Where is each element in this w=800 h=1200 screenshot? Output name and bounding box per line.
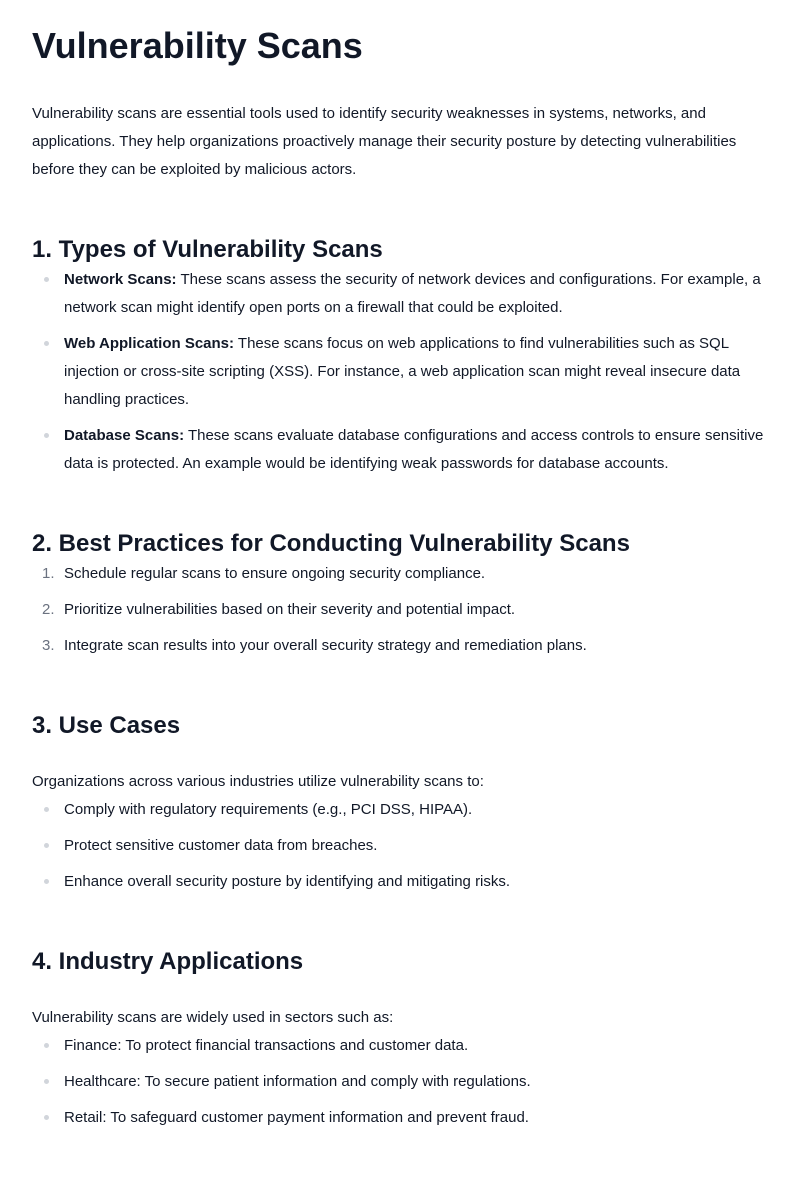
industry-list [32, 1032, 768, 1132]
list-item [32, 632, 768, 660]
list-item-text: These scans assess the security of network devices and configurations. For example, a network scan might identify open ports on a firewall that could be exploited. [64, 271, 761, 316]
list-item-text: Integrate scan results into your overall security strategy and remediation plans. [64, 637, 587, 654]
industry-intro: Vulnerability scans are widely used in sectors such as: [32, 1009, 394, 1026]
list-item-text: Finance: To protect financial transactions and customer data. [64, 1037, 469, 1054]
list-item [32, 832, 768, 860]
intro-paragraph: Vulnerability scans are essential tools used to identify security weaknesses in systems, networks, and applications. They help organizations proactively manage their security posture by detecting vulnerabilities before they can be exploited by malicious actors. [32, 105, 737, 178]
list-item-text: Protect sensitive customer data from breaches. [64, 837, 378, 854]
page-title: Vulnerability Scans [32, 25, 363, 66]
list-item [32, 422, 768, 478]
list-item [32, 1032, 768, 1060]
list-item-text: These scans evaluate database configurations and access controls to ensure sensitive data is protected. An example would be identifying weak passwords for database accounts. [64, 427, 764, 472]
bullet-icon [44, 843, 49, 848]
list-item [32, 560, 768, 588]
list-item-number: 3. [42, 637, 55, 654]
list-item [32, 1068, 768, 1096]
list-item-text: Prioritize vulnerabilities based on their severity and potential impact. [64, 601, 516, 618]
list-item [32, 1104, 768, 1132]
list-item-number: 2. [42, 601, 55, 618]
bullet-icon [44, 1079, 49, 1084]
list-item-term: Database Scans: [64, 427, 185, 444]
list-item [32, 596, 768, 624]
types-list [32, 266, 768, 478]
list-item-text: Comply with regulatory requirements (e.g., PCI DSS, HIPAA). [64, 801, 473, 818]
section-heading-use-cases: 3. Use Cases [32, 712, 181, 739]
list-item [32, 266, 768, 322]
bullet-icon [44, 341, 49, 346]
section-heading-industry-applications: 4. Industry Applications [32, 948, 304, 975]
list-item-text: Schedule regular scans to ensure ongoing security compliance. [64, 565, 486, 582]
list-item-text: Retail: To safeguard customer payment information and prevent fraud. [64, 1109, 529, 1126]
section-heading-types: 1. Types of Vulnerability Scans [32, 236, 383, 263]
list-item-text: These scans focus on web applications to find vulnerabilities such as SQL injection or cross-site scripting (XSS). For instance, a web application scan might reveal insecure data handling practices. [64, 335, 741, 408]
bullet-icon [44, 1115, 49, 1120]
list-item [32, 796, 768, 824]
bullet-icon [44, 277, 49, 282]
use-cases-intro: Organizations across various industries utilize vulnerability scans to: [32, 773, 484, 790]
list-item-text: Enhance overall security posture by identifying and mitigating risks. [64, 873, 511, 890]
bullet-icon [44, 879, 49, 884]
list-item-term: Web Application Scans: [64, 335, 235, 352]
best-practices-list [32, 560, 768, 660]
bullet-icon [44, 1043, 49, 1048]
list-item-term: Network Scans: [64, 271, 177, 288]
list-item-text: Healthcare: To secure patient information and comply with regulations. [64, 1073, 531, 1090]
list-item [32, 330, 768, 414]
use-cases-list [32, 796, 768, 896]
section-heading-best-practices: 2. Best Practices for Conducting Vulnerability Scans [32, 530, 630, 557]
bullet-icon [44, 807, 49, 812]
bullet-icon [44, 433, 49, 438]
list-item-number: 1. [42, 565, 55, 582]
list-item [32, 868, 768, 896]
